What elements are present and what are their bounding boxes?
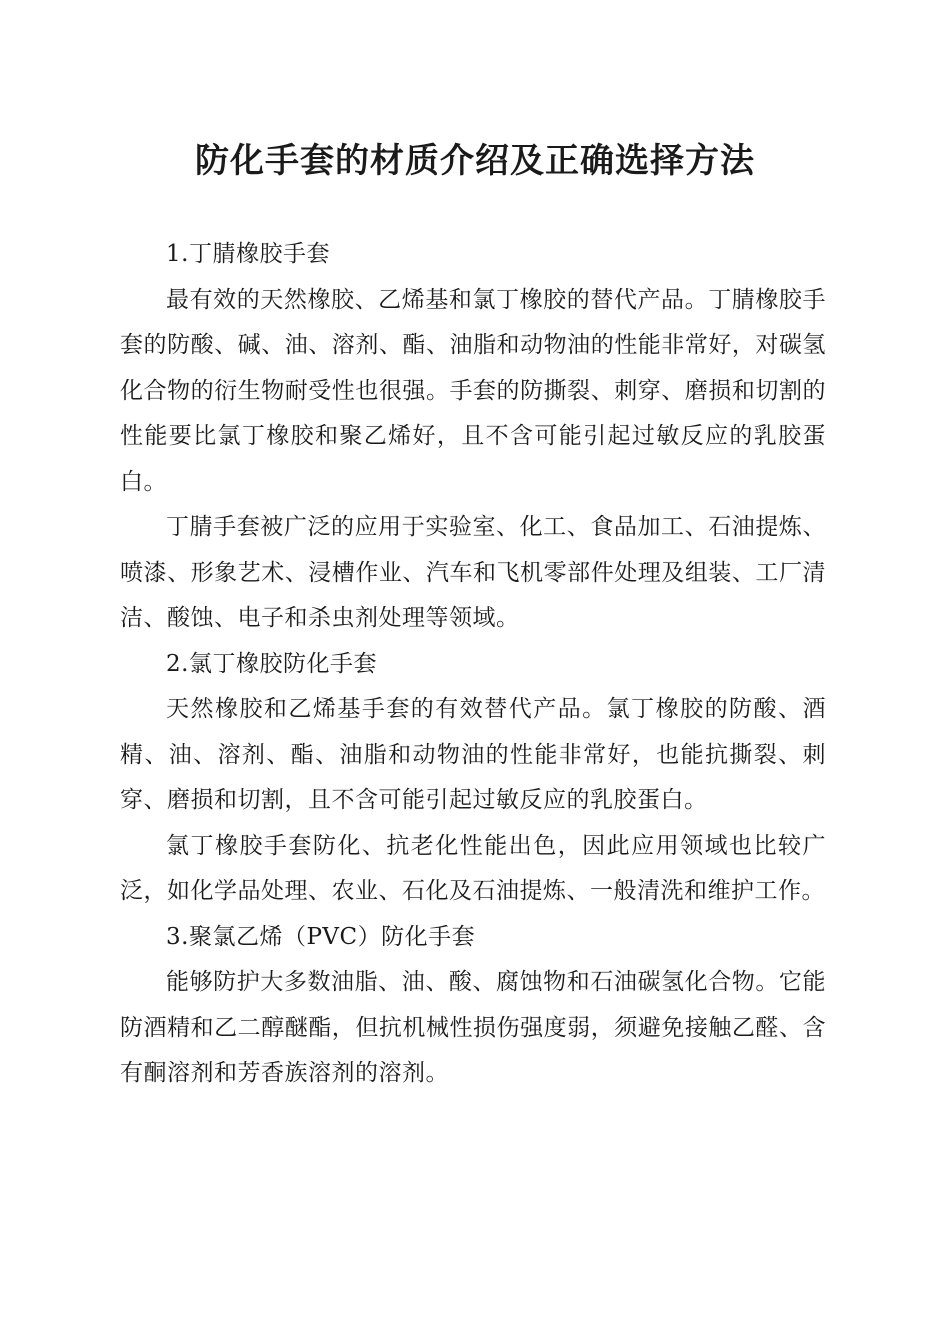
paragraph: 最有效的天然橡胶、乙烯基和氯丁橡胶的替代产品。丁腈橡胶手套的防酸、碱、油、溶剂、酯、油脂和动物油的性能非常好，对碳氢化合物的衍生物耐受性也很强。手套的防撕裂、刺穿、磨损和切割的性能要比氯丁橡胶和聚乙烯好，且不含可能引起过敏反应的乳胶蛋白。 [120,286,826,495]
paragraph: 丁腈手套被广泛的应用于实验室、化工、食品加工、石油提炼、喷漆、形象艺术、浸槽作业、汽车和飞机零部件处理及组装、工厂清洁、酸蚀、电子和杀虫剂处理等领域。 [120,514,826,631]
section-pvc-gloves [120,915,826,1097]
paragraph: 天然橡胶和乙烯基手套的有效替代产品。氯丁橡胶的防酸、酒精、油、溶剂、酯、油脂和动物油的性能非常好，也能抗撕裂、刺穿、磨损和切割，且不含可能引起过敏反应的乳胶蛋白。 [120,696,826,813]
paragraph: 氯丁橡胶手套防化、抗老化性能出色，因此应用领域也比较广泛，如化学品处理、农业、石化及石油提炼、一般清洗和维护工作。 [120,832,826,904]
paragraph: 能够防护大多数油脂、油、酸、腐蚀物和石油碳氢化合物。它能防酒精和乙二醇醚酯，但抗机械性损伤强度弱，须避免接触乙醛、含有酮溶剂和芳香族溶剂的溶剂。 [120,969,826,1086]
section-neoprene-gloves [120,642,826,915]
document-title: 防化手套的材质介绍及正确选择方法 [195,141,755,181]
document-body [120,232,826,1097]
section-heading: 2.氯丁橡胶防化手套 [166,650,377,677]
section-nitrile-gloves [120,232,826,642]
section-heading: 1.丁腈橡胶手套 [166,241,330,267]
section-heading: 3.聚氯乙烯（PVC）防化手套 [166,923,476,950]
